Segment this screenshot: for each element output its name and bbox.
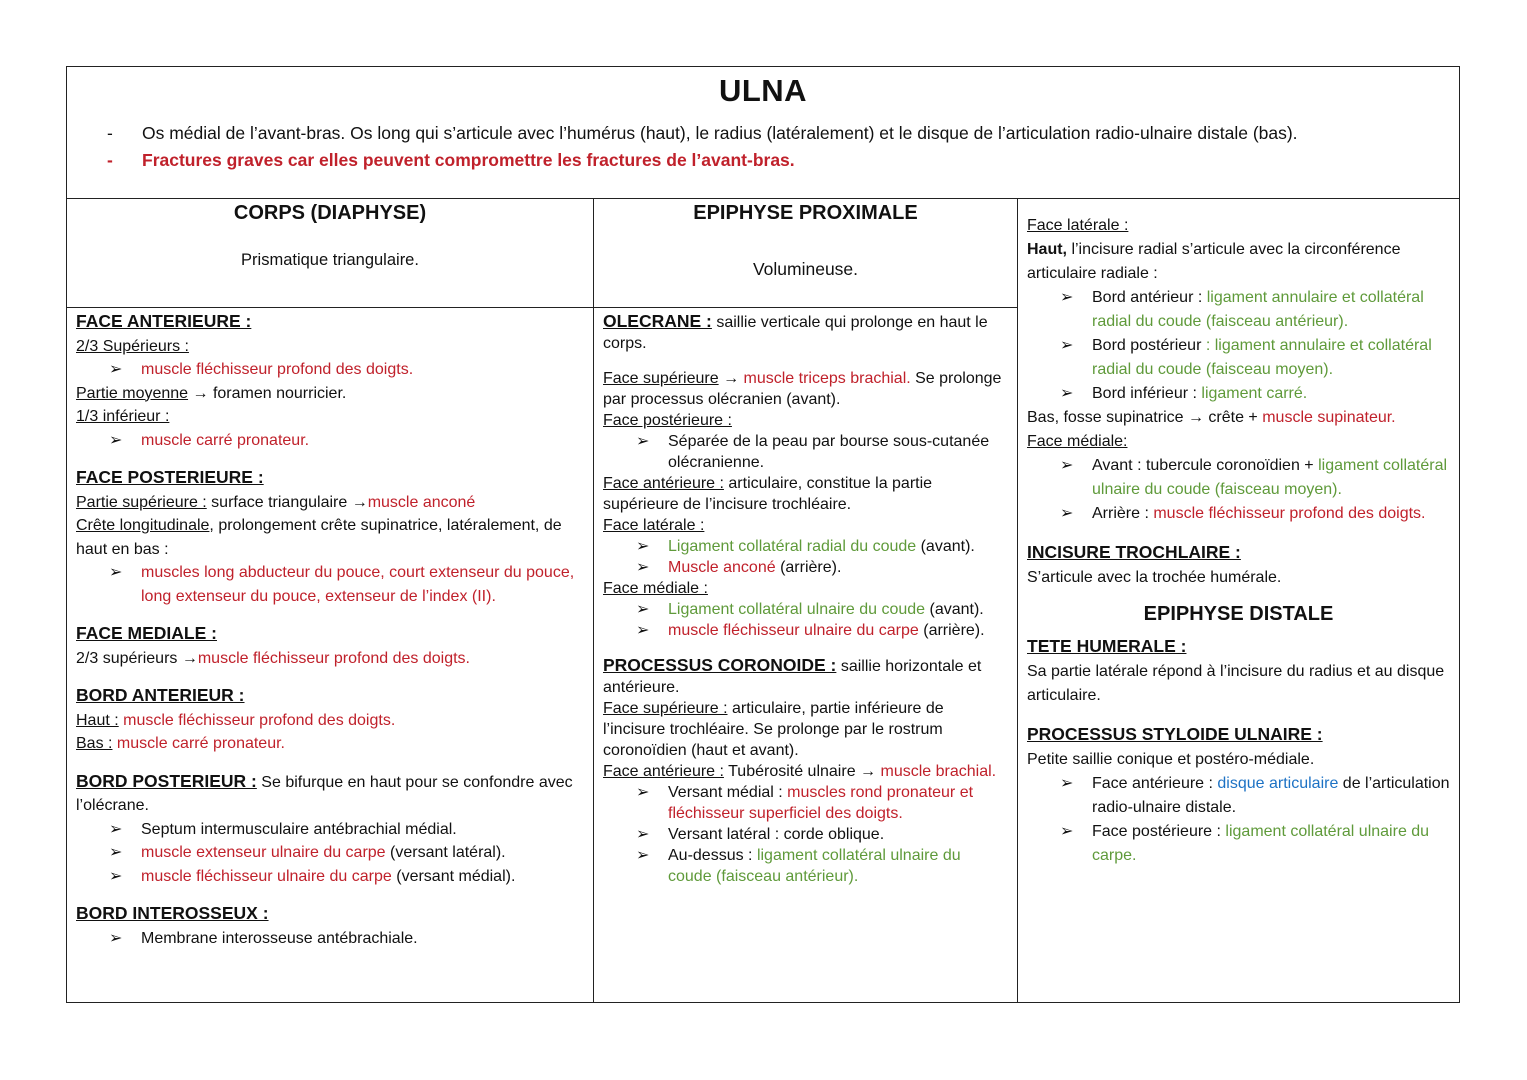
arrow-bullet-icon: ➢ [1060, 289, 1074, 306]
column-subheader [594, 202, 1017, 308]
bullet-item [76, 927, 584, 951]
text-segment: (avant). [925, 601, 984, 618]
subsection-label: Face latérale : [1027, 217, 1129, 234]
page-title: ULNA [718, 73, 808, 108]
intro-line [107, 123, 1298, 144]
bullet-item [76, 841, 584, 865]
paragraph [76, 647, 584, 671]
text-segment: de l’articulation radio-ulnaire distale. [1092, 775, 1450, 816]
bullet-item [603, 620, 1008, 641]
column-subheader [67, 202, 593, 308]
subsection-label: Face supérieure [603, 370, 719, 387]
paragraph [603, 368, 1008, 410]
column-title: CORPS (DIAPHYSE) [233, 202, 427, 224]
paragraph [1027, 406, 1450, 430]
paragraph [1027, 748, 1450, 772]
subsection-label: Bas : [76, 735, 113, 752]
paragraph [76, 684, 584, 709]
paragraph [76, 310, 584, 335]
text-segment: Bord postérieur [1092, 337, 1206, 354]
section-heading [1027, 602, 1450, 626]
text-segment: Face postérieure : [1092, 823, 1226, 840]
text-segment: ligament collatéral ulnaire du coude (faisceau antérieur). [668, 847, 961, 885]
paragraph [1027, 214, 1450, 238]
ulna-summary-table [66, 66, 1460, 1003]
column-body [594, 308, 1017, 887]
arrow-bullet-icon: ➢ [636, 847, 650, 864]
section-label: FACE MEDIALE : [76, 623, 217, 643]
bullet-item [1027, 334, 1450, 382]
text-segment: Muscle anconé [668, 559, 776, 576]
text-segment: Versant latéral : corde oblique. [668, 826, 885, 843]
text-segment: Petite saillie conique et postéro-médiale. [1027, 751, 1315, 768]
bullet-item [603, 599, 1008, 620]
text-segment: EPIPHYSE DISTALE [1143, 603, 1334, 625]
arrow-bullet-icon: ➢ [636, 433, 650, 450]
section-label: TETE HUMERALE : [1027, 636, 1187, 656]
arrow-bullet-icon: ➢ [1060, 385, 1074, 402]
text-segment: Haut, [1027, 241, 1067, 258]
arrow-bullet-icon: ➢ [1060, 337, 1074, 354]
text-segment: Séparée de la peau par bourse sous-cutanée olécranienne. [668, 433, 990, 471]
column-epiphyse-proximale [594, 198, 1018, 1002]
paragraph [76, 622, 584, 647]
text-segment: Bord inférieur : [1092, 385, 1202, 402]
subsection-label: Face médiale: [1027, 433, 1128, 450]
text-segment: muscle fléchisseur profond des doigts. [141, 361, 414, 378]
text-segment: Ligament collatéral radial du coude [668, 538, 917, 555]
text-segment: muscle anconé [367, 493, 476, 511]
dash-bullet: - [107, 150, 113, 170]
text-segment: muscle supinateur. [1262, 409, 1396, 426]
bullet-item [603, 536, 1008, 557]
bullet-item [76, 818, 584, 842]
text-segment: Se prolonge par processus olécranien (avant). [603, 370, 1002, 408]
paragraph [1027, 634, 1450, 660]
text-segment: muscle fléchisseur ulnaire du carpe [668, 622, 919, 639]
text-segment: muscles rond pronateur et fléchisseur superficiel des doigts. [668, 784, 974, 822]
paragraph [1027, 722, 1450, 748]
paragraph [603, 698, 1008, 761]
column-title: EPIPHYSE PROXIMALE [693, 202, 918, 224]
text-segment: (versant latéral). [385, 844, 506, 861]
text-segment: Sa partie latérale répond à l’incisure du radius et au disque articulaire. [1027, 663, 1445, 704]
bullet-item [76, 561, 584, 608]
arrow-bullet-icon: ➢ [636, 538, 650, 555]
text-segment: Tubérosité ulnaire → [723, 763, 881, 780]
paragraph [76, 466, 584, 491]
bullet-item [1027, 820, 1450, 868]
bullet-item [76, 358, 584, 382]
text-segment: → [718, 370, 744, 387]
text-segment: l’incisure radial s’articule avec la circonférence articulaire radiale : [1027, 241, 1401, 282]
arrow-bullet-icon: ➢ [1060, 775, 1074, 792]
column-body [67, 308, 593, 950]
column-continuation [1018, 198, 1459, 1002]
arrow-bullet-icon: ➢ [109, 820, 123, 838]
paragraph [76, 770, 584, 818]
intro-text: Os médial de l’avant-bras. Os long qui s’articule avec l’humérus (haut), le radius (latéralement) et le disque de l’articulation radio-ulnaire distale (bas). [142, 123, 1298, 143]
paragraph [603, 761, 1008, 782]
arrow-bullet-icon: ➢ [636, 784, 650, 801]
text-segment: Au-dessus : [668, 847, 757, 864]
arrow-bullet-icon: ➢ [109, 929, 123, 947]
subsection-label: Face supérieure : [603, 700, 728, 717]
text-segment: muscle fléchisseur profond des doigts. [197, 649, 470, 667]
arrow-bullet-icon: ➢ [109, 564, 123, 581]
text-segment: muscle extenseur ulnaire du carpe [141, 844, 386, 861]
bullet-item [1027, 502, 1450, 526]
text-segment: articulaire, constitue la partie supérieure de l’incisure trochléaire. [603, 475, 933, 513]
bullet-item [76, 865, 584, 889]
text-segment: disque articulaire [1217, 775, 1339, 792]
arrow-bullet-icon: ➢ [109, 844, 123, 861]
bullet-item [603, 557, 1008, 578]
paragraph [1027, 238, 1450, 286]
paragraph [1027, 660, 1450, 708]
warning-text: Fractures graves car elles peuvent compromettre les fractures de l’avant-bras. [142, 150, 795, 170]
subsection-label: Face médiale : [603, 580, 708, 597]
text-segment: articulaire, partie inférieure de l’incisure trochléaire. Se prolonge par le rostrum coronoïdien (haut et avant). [603, 700, 944, 759]
text-segment: muscle triceps brachial. [743, 370, 911, 387]
subsection-label: 1/3 inférieur : [76, 408, 170, 425]
paragraph [76, 732, 584, 756]
paragraph [603, 311, 1008, 354]
section-label: BORD ANTERIEUR : [76, 685, 245, 705]
text-segment: muscle carré pronateur. [141, 431, 310, 449]
arrow-bullet-icon: ➢ [636, 601, 650, 618]
column-corps [67, 198, 594, 1002]
text-segment: Se bifurque en haut pour se confondre avec l’olécrane. [76, 773, 573, 814]
column-subtitle: Prismatique triangulaire. [241, 251, 419, 269]
text-segment: saillie horizontale et antérieure. [603, 658, 982, 696]
text-segment: Avant : tubercule coronoïdien + [1092, 457, 1319, 474]
subsection-label: 2/3 Supérieurs : [76, 337, 189, 355]
text-segment: , prolongement crête supinatrice, latéralement, de haut en bas : [76, 517, 562, 558]
arrow-bullet-icon: ➢ [109, 361, 123, 378]
text-segment: (avant). [916, 538, 975, 555]
text-segment: (arrière). [775, 559, 842, 576]
text-segment: → foramen nourricier. [188, 384, 347, 402]
section-label: BORD POSTERIEUR : [76, 770, 257, 791]
text-segment: ligament carré. [1201, 385, 1308, 402]
subsection-label: Partie supérieure : [76, 493, 207, 511]
warning-line [107, 150, 795, 171]
text-segment: : ligament annulaire et collatéral radial du coude (faisceau moyen). [1092, 337, 1432, 378]
text-segment: Face antérieure : [1092, 775, 1218, 792]
text-segment: muscle fléchisseur profond des doigts. [1153, 505, 1426, 522]
column-body [1018, 198, 1459, 868]
text-segment: (versant médial). [391, 867, 516, 885]
bullet-item [603, 431, 1008, 473]
arrow-bullet-icon: ➢ [109, 431, 123, 449]
section-label: PROCESSUS STYLOIDE ULNAIRE : [1027, 724, 1323, 744]
dash-bullet: - [107, 123, 113, 143]
subsection-label: Face postérieure : [603, 412, 732, 429]
subsection-label: Haut : [76, 711, 119, 729]
arrow-bullet-icon: ➢ [636, 622, 650, 639]
subsection-label: Face antérieure : [603, 763, 724, 780]
arrow-bullet-icon: ➢ [1060, 823, 1074, 840]
arrow-bullet-icon: ➢ [109, 867, 123, 885]
paragraph [76, 382, 584, 406]
text-segment: Membrane interosseuse antébrachiale. [141, 929, 418, 947]
bullet-item [1027, 382, 1450, 406]
text-segment: surface triangulaire → [206, 493, 368, 511]
paragraph [76, 514, 584, 561]
text-segment: Ligament collatéral ulnaire du coude [668, 601, 926, 618]
text-segment: Versant médial : [668, 784, 788, 801]
arrow-bullet-icon: ➢ [636, 559, 650, 576]
text-segment: muscle fléchisseur profond des doigts. [118, 711, 396, 729]
section-label: BORD INTEROSSEUX : [76, 903, 269, 923]
text-segment: muscle fléchisseur ulnaire du carpe [141, 867, 392, 885]
text-segment: ligament collatéral ulnaire du coude (faisceau moyen). [1092, 457, 1448, 498]
bullet-item [76, 429, 584, 453]
paragraph [603, 515, 1008, 536]
column-subtitle: Volumineuse. [752, 259, 859, 279]
subsection-label: Face antérieure : [603, 475, 724, 492]
bullet-item [603, 845, 1008, 887]
arrow-bullet-icon: ➢ [1060, 505, 1074, 522]
bullet-item [603, 824, 1008, 845]
text-segment: Septum intermusculaire antébrachial médial. [141, 820, 457, 838]
text-segment: S’articule avec la trochée humérale. [1027, 569, 1282, 586]
paragraph [603, 578, 1008, 599]
paragraph [76, 491, 584, 515]
text-segment: (arrière). [918, 622, 985, 639]
paragraph [76, 335, 584, 359]
subsection-label: Partie moyenne [76, 384, 189, 402]
paragraph [603, 410, 1008, 431]
text-segment: saillie verticale qui prolonge en haut le corps. [603, 314, 988, 352]
text-segment: Bas, fosse supinatrice → crête + [1027, 409, 1263, 426]
bullet-item [1027, 772, 1450, 820]
section-label: OLECRANE : [603, 311, 712, 331]
section-label: FACE ANTERIEURE : [76, 311, 252, 331]
arrow-bullet-icon: ➢ [1060, 457, 1074, 474]
bullet-item [603, 782, 1008, 824]
section-label: FACE POSTERIEURE : [76, 467, 264, 487]
paragraph [603, 655, 1008, 698]
section-label: INCISURE TROCHLAIRE : [1027, 542, 1241, 562]
text-segment: muscle brachial. [880, 763, 997, 780]
text-segment: muscles long abducteur du pouce, court extenseur du pouce, long extenseur du pouce, extenseur de l’index (II). [141, 564, 575, 605]
paragraph [1027, 430, 1450, 454]
text-segment: ligament collatéral ulnaire du carpe. [1092, 823, 1430, 864]
arrow-bullet-icon: ➢ [636, 826, 650, 843]
bullet-item [1027, 454, 1450, 502]
text-segment: 2/3 supérieurs → [76, 649, 198, 667]
paragraph [1027, 540, 1450, 566]
text-segment: Arrière : [1092, 505, 1154, 522]
text-segment: ligament annulaire et collatéral radial du coude (faisceau antérieur). [1092, 289, 1424, 330]
table-header [67, 67, 1459, 199]
subsection-label: Face latérale : [603, 517, 705, 534]
bullet-item [1027, 286, 1450, 334]
paragraph [603, 473, 1008, 515]
section-label: PROCESSUS CORONOIDE : [603, 655, 837, 675]
subsection-label: Crête longitudinale [76, 517, 210, 534]
paragraph [76, 405, 584, 429]
text-segment: Bord antérieur : [1092, 289, 1207, 306]
paragraph [76, 902, 584, 927]
paragraph [1027, 566, 1450, 590]
text-segment: muscle carré pronateur. [112, 735, 285, 752]
paragraph [76, 709, 584, 733]
